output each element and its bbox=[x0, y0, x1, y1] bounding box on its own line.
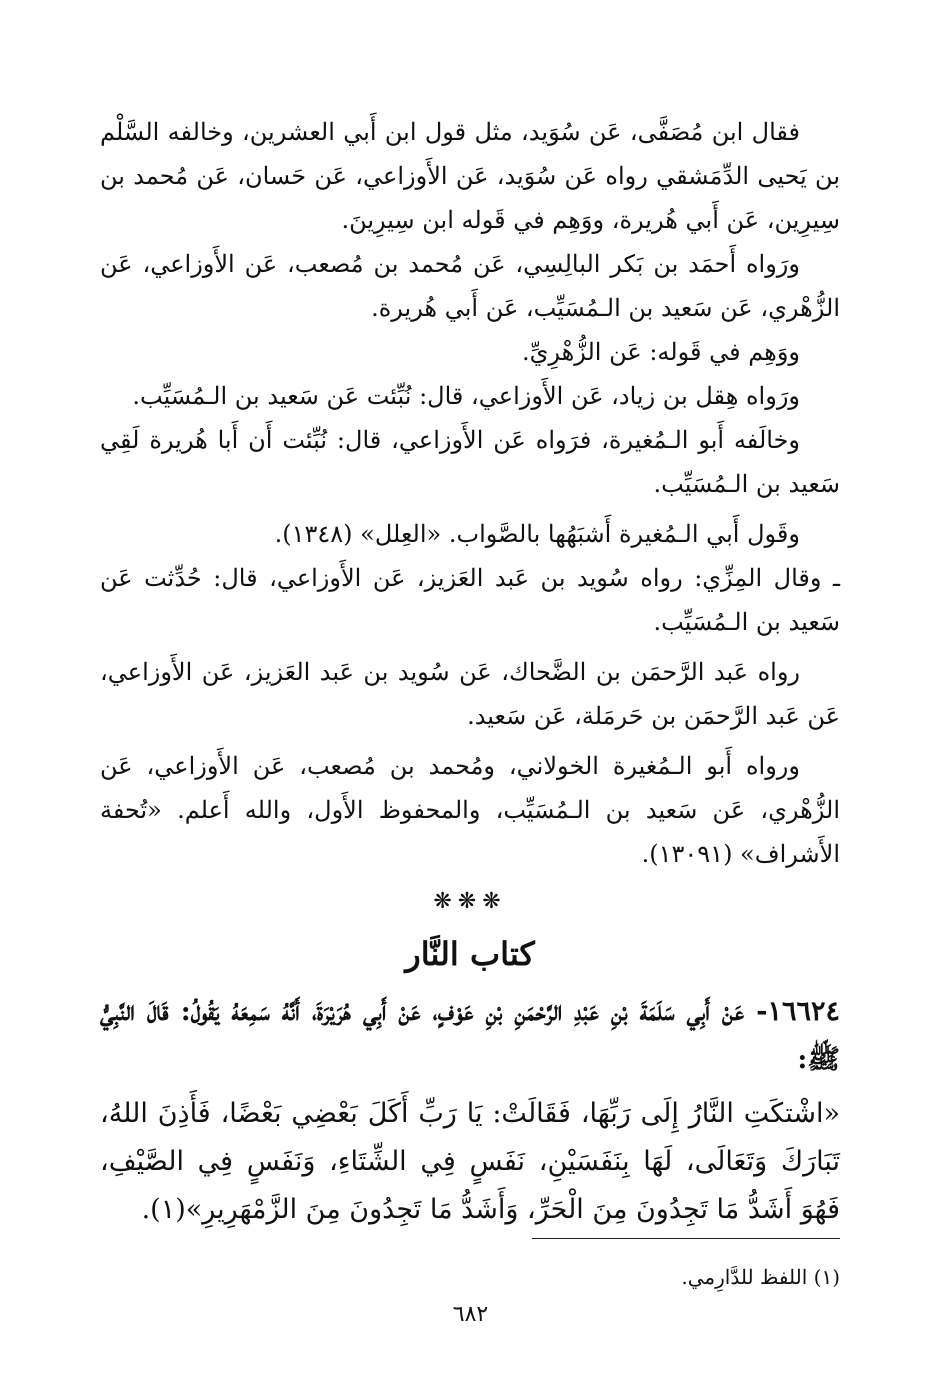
paragraph: ـ وقال المِزِّي: رواه سُويد بن عَبد العَزيز، عَن الأَوزاعي، قال: حُدِّثت عَن سَعيد بن الـمُسَيِّب. bbox=[100, 564, 840, 636]
paragraph: وخالَفه أَبو الـمُغيرة، فرَواه عَن الأَوزاعي، قال: نُبِّئت أَن أَبا هُريرة لَقِي سَعيد بن الـمُسَيِّب. bbox=[100, 426, 840, 498]
footnote: (١) اللفظ للدَّارِمي. bbox=[681, 1265, 840, 1289]
section-title: كتاب النَّار bbox=[405, 935, 535, 973]
paragraph: ورواه أَبو الـمُغيرة الخولاني، ومُحمد بن مُصعب، عَن الأَوزاعي، عَن الزُّهْري، عَن سَعيد بن الـمُسَيِّب، والمحفوظ الأَول، والله أَعلم. «تُحفة الأَشراف» (١٣٠٩١). bbox=[100, 752, 840, 868]
hadith-intro: ١٦٦٢٤- عَنْ أَبِي سَلَمَةَ بْنِ عَبْدِ الرَّحْمَنِ بْنِ عَوْفٍ، عَنْ أَبِي هُرَيْرَةَ، أَنَّهُ سَمِعَهُ يَقُولُ: قَالَ النَّبِيُّ ﷺ: bbox=[100, 996, 840, 1075]
footnote-divider bbox=[532, 1238, 840, 1239]
paragraph: ووَهِم في قَوله: عَن الزُّهْرِيِّ. bbox=[521, 338, 800, 366]
section-separator: ❋❋❋ bbox=[433, 889, 507, 914]
paragraph: رواه عَبد الرَّحمَن بن الضَّحاك، عَن سُويد بن عَبد العَزيز، عَن الأَوزاعي، عَن عَبد الرَّحمَن بن حَرمَلة، عَن سَعيد. bbox=[100, 658, 840, 730]
paragraph: ورَواه هِقل بن زياد، عَن الأَوزاعي، قال: نُبِّئت عَن سَعيد بن الـمُسَيِّب. bbox=[132, 382, 800, 410]
main-text bbox=[100, 110, 840, 1234]
paragraph: ورَواه أَحمَد بن بَكر البالِسِي، عَن مُحمد بن مُصعب، عَن الأَوزاعي، عَن الزُّهْري، عَن سَعيد بن الـمُسَيِّب، عَن أَبي هُريرة. bbox=[100, 250, 840, 322]
paragraph: وقَول أَبي الـمُغيرة أَشبَهُها بالصَّواب. «العِلل» (١٣٤٨). bbox=[274, 520, 800, 548]
hadith-text: «اشْتكَتِ النَّارُ إِلَى رَبِّهَا، فَقَالَتْ: يَا رَبِّ أَكَلَ بَعْضِي بَعْضًا، فَأَذِنَ اللهُ، تَبَارَكَ وَتَعَالَى، لَهَا بِنَفَسَيْنِ، نَفَسٍ فِي الشِّتَاءِ، وَنَفَسٍ فِي الصَّيْفِ، فَهُوَ أَشَدُّ مَا تَجِدُونَ مِنَ الْحَرِّ، وَأَشَدُّ مَا تَجِدُونَ مِنَ الزَّمْهَرِيرِ»(١). bbox=[100, 1098, 840, 1225]
page-number: ٦٨٢ bbox=[452, 1302, 489, 1327]
paragraph: فقال ابن مُصَفَّى، عَن سُوَيد، مثل قول ابن أَبي العشرين، وخالفه السَّلْم بن يَحيى الدِّمَشقي رواه عَن سُوَيد، عَن الأَوزاعي، عَن حَسان، عَن مُحمد بن سِيرِين، عَن أَبي هُريرة، ووَهِم في قَوله ابن سِيرِينَ. bbox=[100, 118, 840, 234]
